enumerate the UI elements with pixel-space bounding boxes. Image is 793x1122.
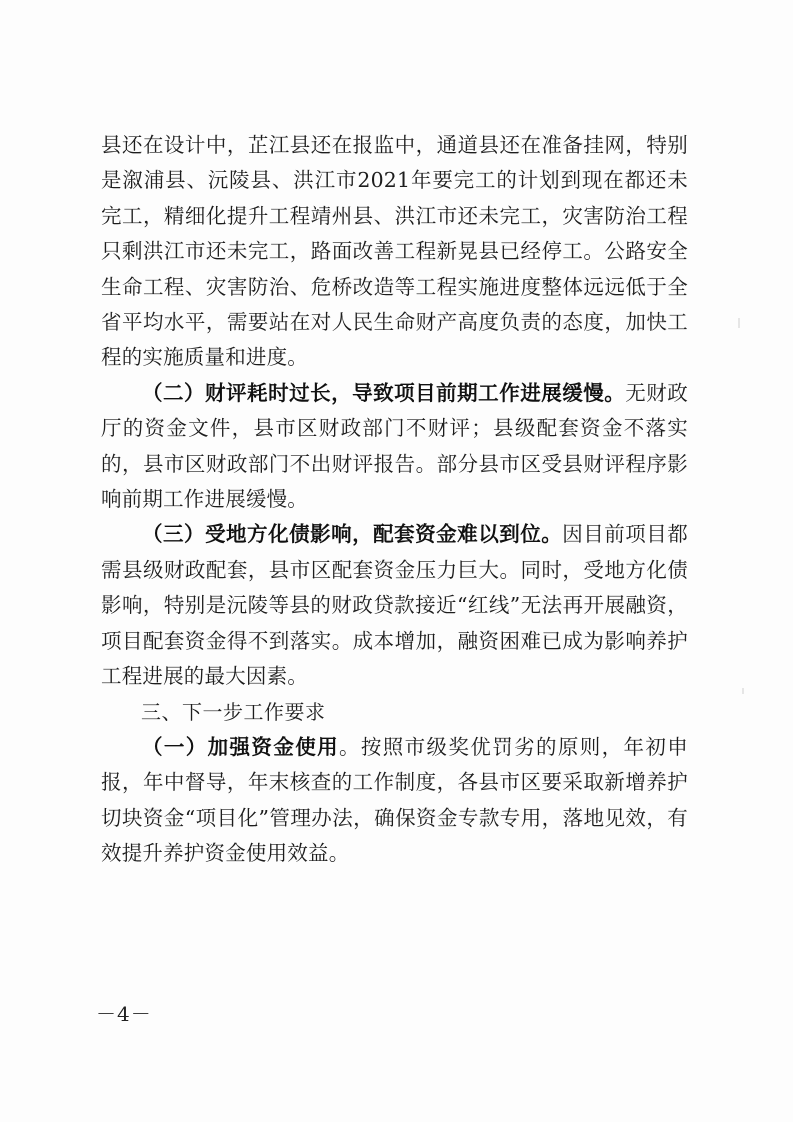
issue-3-text: 因目前项目都需县级财政配套，县市区配套资金压力巨大。同时，受地方化债影响，特别是沅陵等县的财政贷款接近“红线”无法再开展融资，项目配套资金得不到落实。成本增加，融资困难已成为影响养护工程进展的最大因素。 (101, 522, 689, 689)
issue-3-paragraph (101, 517, 688, 694)
section-3-title: 三、下一步工作要求 (141, 699, 326, 724)
scan-artifact (742, 688, 744, 694)
issue-3-heading: （三）受地方化债影响，配套资金难以到位。 (142, 522, 563, 547)
issue-2-text: 无财政厅的资金文件，县市区财政部门不财评；县级配套资金不落实的，县市区财政部门不出财评报告。部分县市区受县财评程序影响前期工作进展缓慢。 (101, 380, 688, 512)
requirement-1-heading: （一）加强资金使用 (142, 734, 339, 759)
requirement-1-text: 。按照市级奖优罚劣的原则，年初申报，年中督导，年末核查的工作制度，各县市区要采取新增养护切块资金“项目化”管理办法，确保资金专款专用，落地见效，有效提升养护资金使用效益。 (101, 734, 688, 866)
document-body (101, 128, 688, 872)
scan-artifact (738, 318, 740, 328)
issue-2-paragraph (101, 376, 688, 518)
issue-2-heading: （二）财评耗时过长，导致项目前期工作进展缓慢。 (142, 380, 626, 405)
intro-paragraph: 县还在设计中，芷江县还在报监中，通道县还在准备挂网，特别是溆浦县、沅陵县、洪江市2021年要完工的计划到现在都还未完工，精细化提升工程靖州县、洪江市还未完工，灾害防治工程只剩洪江市还未完工，路面改善工程新晃县已经停工。公路安全生命工程、灾害防治、危桥改造等工程实施进度整体远远低于全省平均水平，需要站在对人民生命财产高度负责的态度，加快工程的实施质量和进度。 (101, 133, 688, 370)
page-number: －4－ (96, 1002, 152, 1026)
requirement-1-paragraph (101, 730, 688, 872)
